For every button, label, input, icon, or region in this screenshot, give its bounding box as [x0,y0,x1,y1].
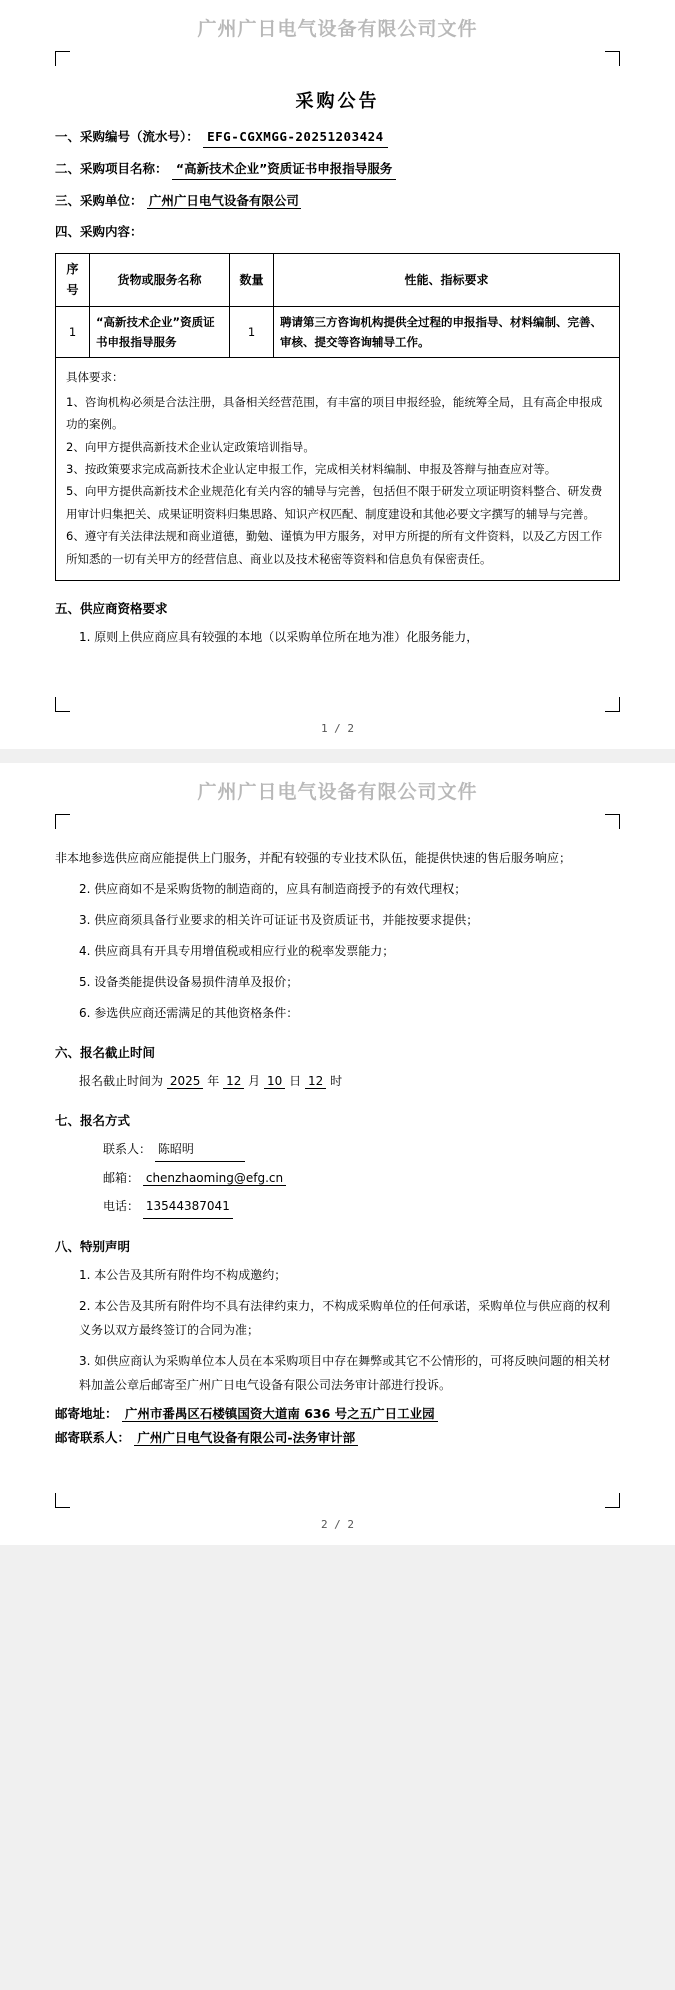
deadline-year-unit: 年 [207,1074,220,1089]
contact-person-value: 陈昭明 [155,1137,245,1162]
page-number-1: 1 / 2 [320,722,355,736]
field-project-name [55,159,620,180]
section-statement-head: 八、特别声明 [55,1239,131,1255]
cell-name: “高新技术企业”资质证书申报指导服务 [90,307,230,358]
contact-phone-value: 13544387041 [143,1194,233,1219]
deadline-month: 12 [223,1074,244,1089]
company-header-page2: 广州广日电气设备有限公司文件 [197,781,478,804]
continued-paragraph: 非本地参选供应商应能提供上门服务，并配有较强的专业技术队伍，能提供快速的售后服务响应； [55,851,572,866]
company-header: 广州广日电气设备有限公司文件 [197,18,478,40]
qualification-item-6: 6. 参选供应商还需满足的其他资格条件： [79,1006,299,1021]
mail-contact-value: 广州广日电气设备有限公司-法务审计部 [134,1430,358,1446]
document-page-1 [0,0,675,749]
field-purchase-unit-value: 广州广日电气设备有限公司 [148,193,299,208]
field-purchase-unit [55,191,620,211]
deadline-hour: 12 [305,1074,326,1089]
mail-contact-row [55,1428,620,1446]
contact-email-row [55,1166,620,1190]
field-purchase-number-label: 一、采购编号（流水号）： [55,129,199,144]
field-project-name-value: “高新技术企业”资质证书申报指导服务 [172,159,396,180]
statement-item-3: 3. 如供应商认为采购单位本人员在本采购项目中存在舞弊或其它不公情形的，可将反映问题的相关材料加盖公章后邮寄至广州广日电气设备有限公司法务审计部进行投诉。 [79,1354,611,1393]
field-purchase-number [55,127,620,148]
footer-rule-bottom-page2 [55,1494,620,1508]
goods-table [55,253,620,358]
specific-requirements-block [55,358,620,581]
table-header-name: 货物或服务名称 [90,254,230,307]
spec-title: 具体要求： [66,370,124,385]
field-purchase-unit-label: 三、采购单位： [55,193,143,208]
mail-address-row [55,1404,620,1422]
deadline-year: 2025 [167,1074,204,1089]
table-header-index: 序号 [56,254,90,307]
table-header-row [56,254,620,307]
table-header-qty: 数量 [230,254,274,307]
deadline-line [55,1069,620,1093]
deadline-day-unit: 日 [289,1074,302,1089]
contact-phone-label: 电话： [103,1199,140,1214]
mail-address-label: 邮寄地址： [55,1406,118,1422]
qualification-item-5: 5. 设备类能提供设备易损件清单及报价； [79,975,299,990]
qualification-item-3: 3. 供应商须具备行业要求的相关许可证证书及资质证书，并能按要求提供； [79,913,479,928]
field-project-name-label: 二、采购项目名称： [55,161,168,176]
statement-item-1: 1. 本公告及其所有附件均不构成邀约； [79,1268,287,1283]
qualification-item-2: 2. 供应商如不是采购货物的制造商的，应具有制造商授予的有效代理权； [79,882,467,897]
document-page-2 [0,763,675,1545]
field-purchase-content-label: 四、采购内容： [55,224,143,239]
spec-item-5: 5、向甲方提供高新技术企业规范化有关内容的辅导与完善，包括但不限于研发立项证明资料整合、研发费用审计归集把关、成果证明资料归集思路、知识产权匹配、制度建设和其他必要文字撰写的辅导与完善。 [66,484,603,521]
mail-address-value: 广州市番禺区石楼镇国资大道南 636 号之五广日工业园 [122,1406,438,1422]
contact-phone-row [55,1194,620,1219]
section-registration-head: 七、报名方式 [55,1113,131,1129]
deadline-prefix: 报名截止时间为 [79,1074,164,1089]
contact-person-label: 联系人： [103,1142,152,1157]
deadline-day: 10 [264,1074,285,1089]
section-deadline-head: 六、报名截止时间 [55,1045,156,1061]
spec-item-6: 6、遵守有关法律法规和商业道德，勤勉、谨慎为甲方服务，对甲方所提的所有文件资料，以及乙方因工作所知悉的一切有关甲方的经营信息、商业以及技术秘密等资料和信息负有保密责任。 [66,529,603,566]
statement-item-2: 2. 本公告及其所有附件均不具有法律约束力，不构成采购单位的任何承诺，采购单位与供应商的权利义务以双方最终签订的合同为准； [79,1299,611,1338]
page-number-2: 2 / 2 [320,1518,355,1532]
table-row [56,307,620,358]
cell-qty: 1 [230,307,274,358]
qualification-item-4: 4. 供应商具有开具专用增值税或相应行业的税率发票能力； [79,944,395,959]
deadline-month-unit: 月 [248,1074,261,1089]
mail-contact-label: 邮寄联系人： [55,1430,131,1446]
table-header-requirement: 性能、指标要求 [274,254,620,307]
header-rule-top [55,51,620,65]
cell-index: 1 [56,307,90,358]
header-rule-top-page2 [55,814,620,828]
footer-rule-bottom [55,698,620,712]
spec-item-1: 1、咨询机构必须是合法注册，具备相关经营范围，有丰富的项目申报经验，能统筹全局，且有高企申报成功的案例。 [66,394,603,432]
contact-person-row [55,1137,620,1162]
page-title: 采购公告 [295,91,380,112]
contact-email-value: chenzhaoming@efg.cn [143,1171,286,1186]
deadline-hour-unit: 时 [330,1074,343,1089]
spec-item-2: 2、向甲方提供高新技术企业认定政策培训指导。 [66,439,315,454]
spec-item-3: 3、按政策要求完成高新技术企业认定申报工作，完成相关材料编制、申报及答辩与抽查应对等。 [66,461,557,476]
field-purchase-number-value: EFG-CGXMGG-20251203424 [203,127,388,148]
cell-requirement: 聘请第三方咨询机构提供全过程的申报指导、材料编制、完善、审核、提交等咨询辅导工作。 [274,307,620,358]
section-supplier-qualification-item-1: 1. 原则上供应商应具有较强的本地（以采购单位所在地为准）化服务能力， [79,630,479,645]
section-supplier-qualification-head: 五、供应商资格要求 [55,601,168,617]
contact-email-label: 邮箱： [103,1171,140,1186]
